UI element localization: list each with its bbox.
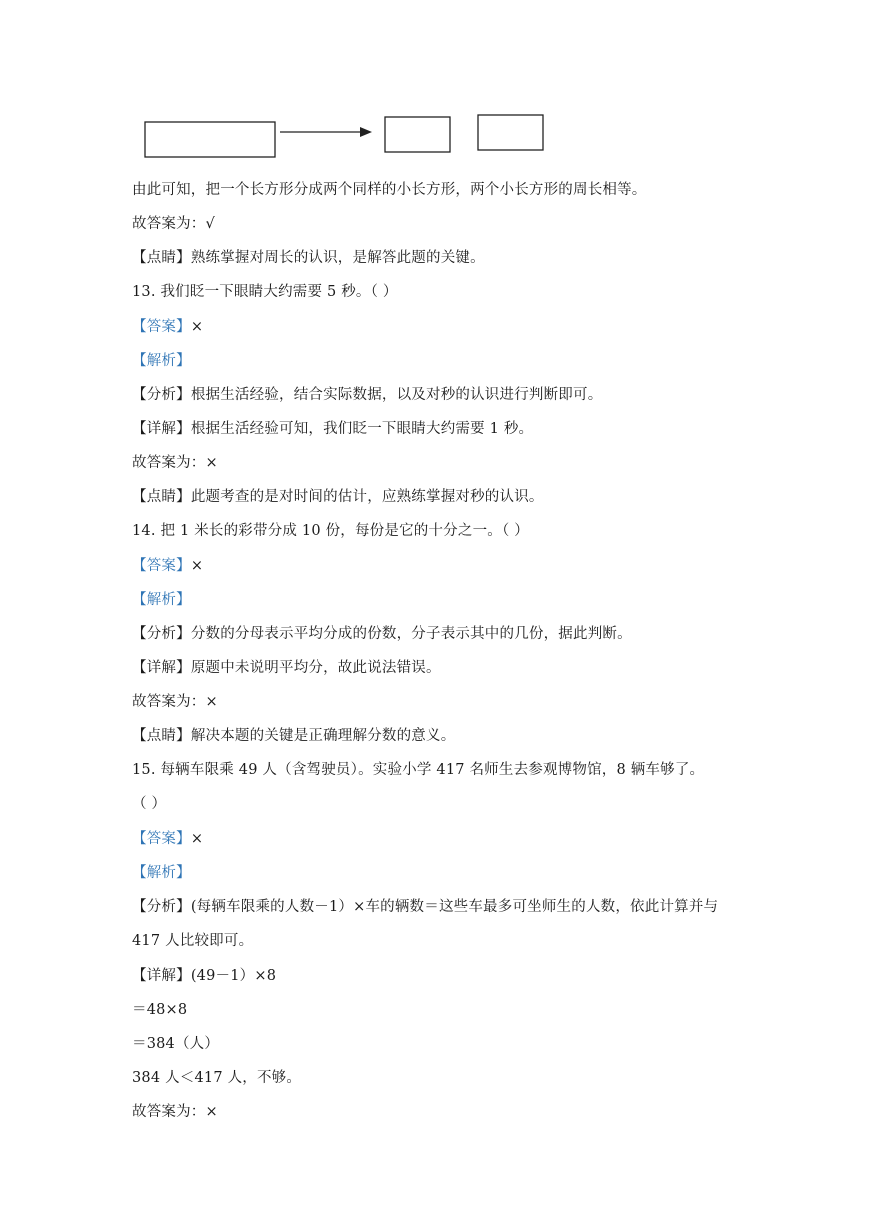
line-text: ＝384（人）	[132, 1036, 220, 1052]
text-line	[132, 863, 191, 883]
line-text: 417 人比较即可。	[132, 933, 254, 949]
section-tag: 【分析】	[132, 387, 191, 403]
section-tag: 【解析】	[132, 353, 191, 369]
line-text: (49－1）×8	[190, 968, 277, 984]
section-tag: 【答案】	[132, 831, 191, 847]
text-line	[132, 351, 191, 371]
line-text: 分数的分母表示平均分成的份数，分子表示其中的几份，据此判断。	[190, 626, 632, 642]
line-text: （ ）	[132, 796, 167, 812]
text-line	[132, 521, 529, 541]
text-line	[132, 760, 704, 780]
line-text: 熟练掌握对周长的认识，是解答此题的关键。	[190, 250, 485, 266]
line-text: 故答案为：×	[132, 694, 218, 710]
section-tag: 【解析】	[132, 592, 191, 608]
line-text: 由此可知，把一个长方形分成两个同样的小长方形，两个小长方形的周长相等。	[132, 182, 647, 198]
text-line	[132, 487, 544, 507]
text-line	[132, 180, 647, 200]
text-line	[132, 897, 718, 917]
text-line	[132, 692, 218, 712]
section-tag: 【答案】	[132, 558, 191, 574]
section-tag: 【详解】	[132, 660, 191, 676]
text-line	[132, 556, 203, 576]
text-line	[132, 1102, 218, 1122]
section-tag: 【详解】	[132, 421, 191, 437]
line-text: 解决本题的关键是正确理解分数的意义。	[190, 728, 456, 744]
text-line	[132, 966, 276, 986]
line-text: 14. 把 1 米长的彩带分成 10 份，每份是它的十分之一。（ ）	[132, 523, 529, 539]
small-rectangle-left	[385, 117, 450, 152]
section-tag: 【点睛】	[132, 489, 191, 505]
section-tag: 【解析】	[132, 865, 191, 881]
text-line	[132, 931, 253, 951]
line-text: ＝48×8	[132, 1002, 188, 1018]
line-text: (每辆车限乘的人数－1）×车的辆数＝这些车最多可坐师生的人数，依此计算并与	[190, 899, 719, 915]
text-line	[132, 1068, 301, 1088]
small-rectangle-right	[478, 115, 543, 150]
text-line	[132, 1034, 219, 1054]
text-line	[132, 590, 191, 610]
section-tag: 【分析】	[132, 899, 191, 915]
text-line	[132, 214, 215, 234]
line-text: 根据生活经验，结合实际数据，以及对秒的认识进行判断即可。	[190, 387, 603, 403]
line-text: 故答案为：√	[132, 216, 215, 232]
section-tag: 【点睛】	[132, 728, 191, 744]
text-line	[132, 282, 398, 302]
line-text: ×	[190, 831, 204, 847]
line-text: 15. 每辆车限乘 49 人（含驾驶员）。实验小学 417 名师生去参观博物馆，8 辆车够了。	[132, 762, 705, 778]
text-line	[132, 453, 218, 473]
line-text: 此题考查的是对时间的估计，应熟练掌握对秒的认识。	[190, 489, 544, 505]
text-line	[132, 658, 441, 678]
section-tag: 【答案】	[132, 319, 191, 335]
line-text: ×	[190, 558, 204, 574]
line-text: ×	[190, 319, 204, 335]
line-text: 根据生活经验可知，我们眨一下眼睛大约需要 1 秒。	[190, 421, 534, 437]
text-line	[132, 1000, 187, 1020]
section-tag: 【点睛】	[132, 250, 191, 266]
text-line	[132, 794, 166, 814]
text-line	[132, 248, 485, 268]
section-tag: 【详解】	[132, 968, 191, 984]
text-line	[132, 726, 455, 746]
large-rectangle	[145, 122, 275, 157]
section-tag: 【分析】	[132, 626, 191, 642]
rectangle-split-diagram	[0, 0, 869, 170]
text-line	[132, 419, 533, 439]
text-line	[132, 385, 602, 405]
text-line	[132, 624, 632, 644]
line-text: 384 人＜417 人，不够。	[132, 1070, 302, 1086]
line-text: 原题中未说明平均分，故此说法错误。	[190, 660, 441, 676]
arrow-head-icon	[360, 127, 372, 137]
line-text: 故答案为：×	[132, 455, 218, 471]
text-line	[132, 317, 203, 337]
text-line	[132, 829, 203, 849]
line-text: 13. 我们眨一下眼睛大约需要 5 秒。（ ）	[132, 284, 398, 300]
line-text: 故答案为：×	[132, 1104, 218, 1120]
